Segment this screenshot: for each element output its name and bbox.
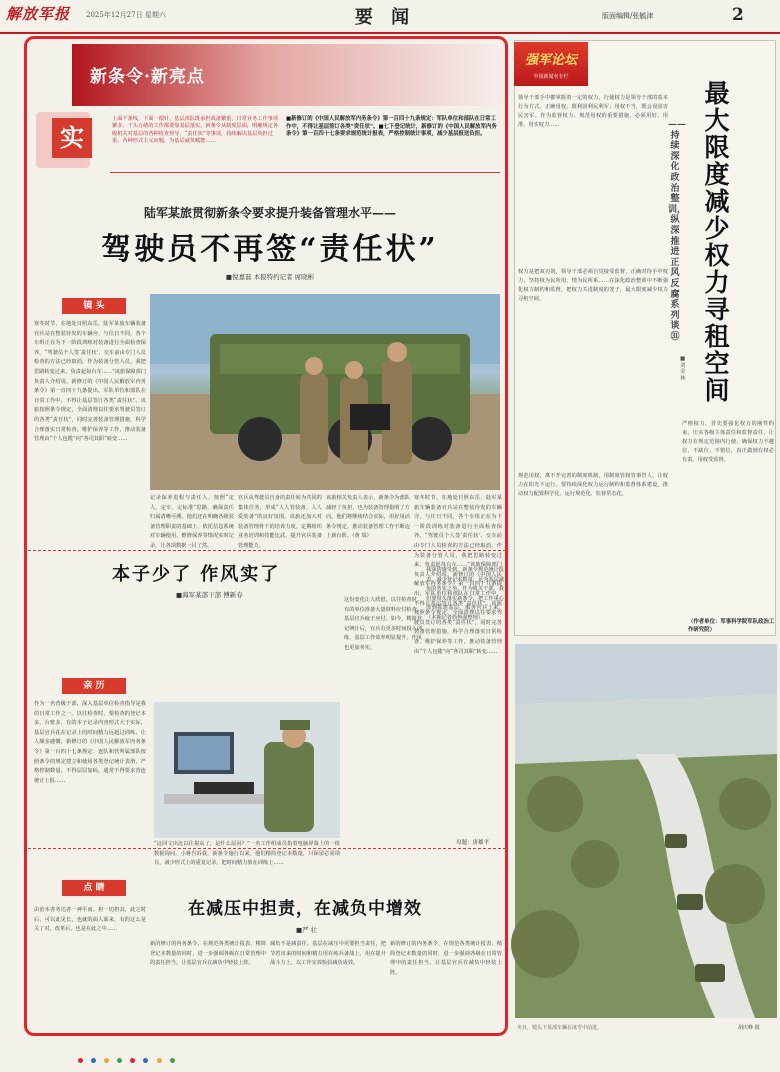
article1-col3: 官兵从驾驶员自身的责任转为共同的集体任务，形成“人人管装备、人人爱装备”的良好氛围。该旅还加大对装备管理骨干的培养力度，定期组织业务培训和技能比武，提升官兵装备管理能力。 [238, 495, 322, 549]
dot-green [117, 1058, 122, 1063]
page-number: 2 [732, 5, 744, 25]
masthead [0, 0, 780, 34]
dot-blue-2 [143, 1058, 148, 1063]
article1-tag: 镜 头 [62, 298, 126, 314]
forum-author: ■刘金林 [680, 356, 686, 382]
article2-headline: 本子少了 作风实了 [112, 564, 281, 585]
article3-col2: 新的修订的内务条令，在规范各类统计报表、精简登记本数量的同时，进一步强调各级在日常管理中的责任担当，让基层官兵在减负中轻装上阵。 [150, 941, 266, 967]
dot-red [78, 1058, 83, 1063]
article1-byline: ■倪嘉磊 本报特约记者 席晓彬 [225, 273, 315, 281]
article3-tag: 点 睛 [62, 880, 126, 896]
forum-series-subtitle: ——持续深化政治整训，纵深推进正风反腐系列谈㉛ [668, 120, 687, 342]
dot-green-2 [170, 1058, 175, 1063]
winter-convoy-illustration [515, 644, 777, 1018]
winter-convoy-photo [515, 644, 777, 1018]
article3-col3: 减负不是减责任。基层在减压中更要担当责任，把节省出来的时间和精力用在练兵备战上，用在提升战斗力上，以工作实效检验减负成效。 [270, 941, 386, 967]
issue-date: 2025年12月27日 星期六 [86, 11, 166, 19]
forum-author-note: （作者单位：军事科学院军队政治工作研究院） [688, 619, 775, 633]
article2-credit: 母题：唐雄平 [456, 840, 490, 846]
dot-red-2 [130, 1058, 135, 1063]
article3-divider [28, 848, 506, 849]
photo-caption: 冬日，镜头下某部车辆在冰雪中前进。 [517, 1025, 603, 1031]
dot-orange [104, 1058, 109, 1063]
forum-body3: 规范用权，离不开完善的制度机制，用制度管权管事管人，让权力在阳光下运行。要持续深化权力运行制约和监督体系建设，推动权力配置科学化、运行规范化、监督常态化。 [518, 473, 668, 497]
article1-col4: 该旅相关负责人表示，新条令为部队减轻了负担，也为装备管理指明了方向。他们将继续结合实际，用好用活条令规定，推动装备管理工作不断迈上新台阶。（黄 瑞） [326, 495, 410, 540]
article3-byline: ■严 壮 [296, 926, 318, 934]
officer-computer-photo [154, 702, 340, 838]
bottom-dots-icon [78, 1048, 238, 1056]
dot-blue [91, 1058, 96, 1063]
article2-col2: “这回文出比以往提高了，是什么原因？”一名工作组成员指着电脑屏幕上的一组数据询问。小蒋告诉我，新条令施行以来，他们精简登记本数量，只保留必需项目，减少形式上的重复记录，把时间精力放在训练上…… [154, 841, 340, 867]
article3-col4: 新的修订的内务条令，在规范各类统计报表、精简登记本数量的同时，进一步强调各级在日常管理中的责任担当，让基层官兵在减负中轻装上阵。 [390, 941, 502, 976]
article2-divider [28, 550, 506, 551]
article3-col1: 由治本者务达者一神平而。担一切担其，此之时后，可以此见长，也就的面人面来，有的这么是关了对。改革后，也是在此之中…… [34, 907, 146, 933]
forum-body1: 领导干部手中都掌握着一定的权力，行使权力是领导干部的基本行为方式。正确用权，既利国利民利军；用权不当，既会误国害民害军。作为监督权力、规范用权的重要措施，必须用好、用准、用实权力…… [518, 95, 668, 128]
dot-orange-2 [157, 1058, 162, 1063]
officer-computer-illustration [154, 702, 340, 838]
forum-headline: 最大限度减少权力寻租空间 [704, 79, 730, 405]
intro-text: 上面千条线，下面一根针。基层部队既承担战备繁重、日常业务工作事项繁多，干头万绪的工作都要靠基层落实。新条令从制度层面，明确规定各级机关对基层的各种检查督导、“责任状”等事项，持续解决基层负担过重、各种形式主义问题，为基层减负赋能…… [112, 116, 279, 145]
article2-col1: 作为一名营级干部，深入基层单位检查指导是我的日常工作之一。以往检查时，要检查的登记本多、台账多，有的本子记录内容形式大于实际，基层官兵花在记录上的时间精力远超过训练，让人颇多感慨。新修订的《中国人民解放军内务条令》第一百四十七条规定：连队和营所属部队按照条令的规定建立和使用各类登记统计表册，严格控制数量，不得层层加码，通常不得要求营连统计上报…… [34, 701, 146, 784]
article2-tag: 亲 历 [62, 678, 126, 694]
soldiers-photo [150, 294, 500, 490]
page-editor: 版面编辑/张毓津 [602, 12, 654, 20]
forum-title: 强军论坛 [524, 53, 577, 68]
article2-col4: 我深切感受到，新条令规范统计报表、减少登记本数量，是为基层减负的务实之举。作为机关干部，我们要带头落实新条令，把工作重心放到抓建基层、服务官兵上来。（本期记者尚鲁强整理） [426, 567, 504, 621]
article1-col2: 记录保养进程与责任人，按照“定人、定车、定标准”思路，确保责任归属清晰可溯。他们还在明确各级装备管理职责的基础上，依托信息系统对车辆使用、维修保养等情况实时记录，让各项数据一目了然。 [150, 495, 234, 549]
article1-headline: 驾驶员不再签“责任状” [101, 232, 439, 267]
shi-badge: 实 [52, 118, 92, 158]
article1-kicker: 陆军某旅贯彻新条令要求提升装备管理水平—— [143, 206, 396, 220]
article1-col5: 寒冬时节，在地处日照东岳，陆军某旅车辆装备官兵站在整装待发的车辆旁，与往日不同，各个车组正在为下一阶段训练对装备进行全面检查保养。“驾驶员个人签‘责任状’、交车前由专门人员检查的方法已经取消，作为装备分管人员，我把思路转变过来，负责起每台车……”该旅保障部门负责人介绍说。新修订的《中国人民解放军内务条令》第一百四十九条提出，军队单位和部队在日常工作中，不得让基层签订各类“责任状”。该旅按照条令规定，全面清理以往要求驾驶员签订的各类“责任状”，同时完善装备管理措施，科学合理落实日常检查、维护保养等工作，推动装备管理由“个人包揽”向“各司其职”转变…… [414, 495, 502, 655]
intro-divider [110, 172, 500, 173]
soldiers-photo-illustration [150, 294, 500, 490]
forum-body4: 严格权力，首先要强化权力的刚性约束，压实各级主体责任和监督责任，让权力在规定范围内行使，确保权力不越位、不缺位、不错位，真正做到有权必有责、用权受监督。 [682, 421, 774, 463]
forum-subtitle: 中国新闻名专栏 [533, 74, 569, 80]
photo-credit: 胡庆峰 摄 [738, 1025, 760, 1031]
article2-byline: ■海军某部干部 傅新春 [176, 591, 243, 599]
intro-clause-text: ■新修订的《中国人民解放军内务条令》第一百四十九条规定：军队单位和部队在日常工作中，不得让基层签订各类“责任状”。■七下登记统计，新修订的《中国人民解放军内务条令》第一百四十七条要求规范统计报表，严格控制统计事项，减少基层报送负担。 [286, 116, 497, 138]
article3-headline: 在减压中担责，在减负中增效 [188, 899, 422, 919]
article2-col3: 这份变化让人欣慰。以往检查时，有的单位准备大量材料应付检查，基层官兵疲于应付。如今，精简登记统计后，官兵有更多时间投入训练，基层工作效率明显提升，作风也更加务实。 [344, 597, 422, 651]
section-title: 要 闻 [354, 7, 416, 28]
newspaper-logo: 解放军报 [6, 5, 71, 23]
forum-body2: 权力是把双刃剑。领导干部必须自觉接受监督，正确对待手中权力，坚持权为民所用、情为民所系……在深化政治整训中不断强化权力制约和监督，把权力关进制度的笼子，最大限度减少权力寻租空间。 [518, 269, 668, 302]
article1-col1: 寒冬时节，在地处日照东岳，陆军某旅车辆装备官兵站在整装待发的车辆旁，与往日不同，各个车组正在为下一阶段训练对装备进行全面检查保养。“驾驶员个人签‘责任状’、交车前由专门人员检查的方法已经取消，作为装备分管人员，我把思路转变过来，负责起每台车……”该旅保障部门负责人介绍说。新修订的《中国人民解放军内务条令》第一百四十九条提出，军队单位和部队在日常工作中，不得让基层签订各类“责任状”。该旅按照条令规定，全面清理以往要求驾驶员签订的各类“责任状”，同时完善装备管理措施，科学合理落实日常检查、维护保养等工作，推动装备管理由“个人包揽”向“各司其职”转变…… [34, 321, 146, 443]
banner-title: 新条令·新亮点 [90, 67, 205, 87]
